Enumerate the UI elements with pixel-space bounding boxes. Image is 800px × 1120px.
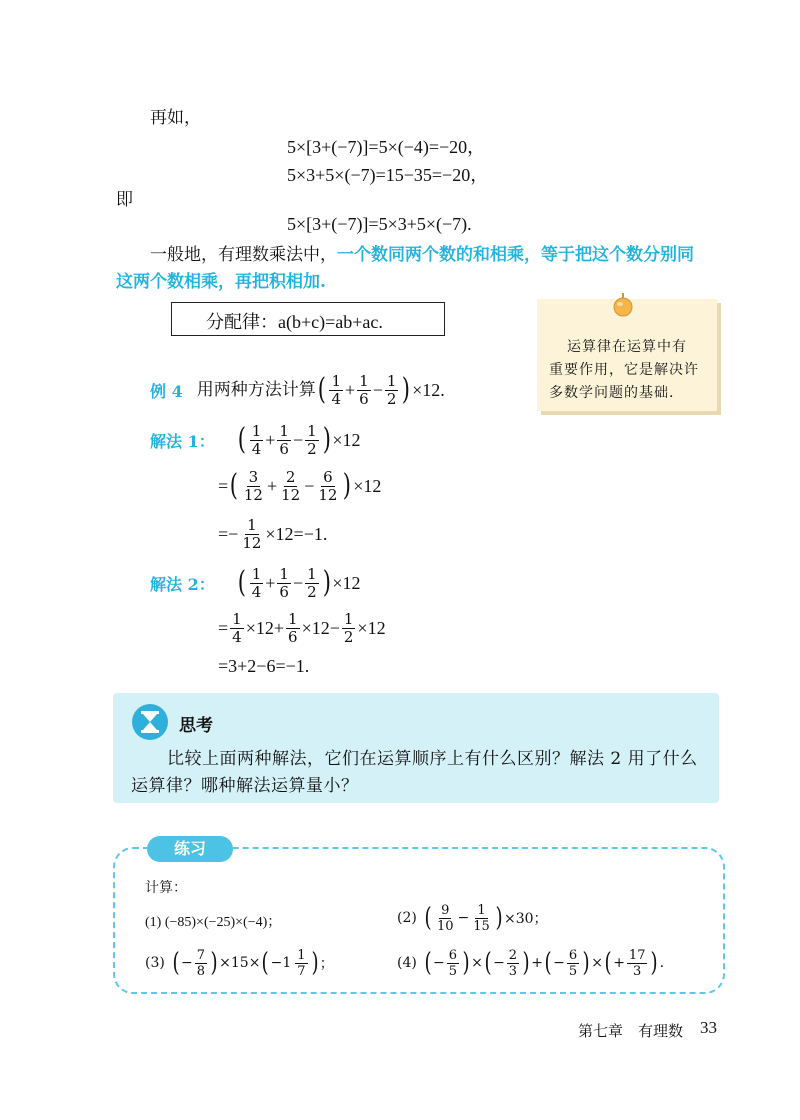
fraction: $\frac{1}{15}$	[473, 902, 490, 934]
example-4	[150, 372, 445, 408]
problem-2-label: (2)	[397, 910, 417, 926]
fraction: $\frac{17}{3}$	[628, 947, 646, 979]
fraction: $\frac{1}{6}$	[288, 609, 298, 646]
minus-sign: −	[553, 955, 565, 971]
problem-4-tail: .	[659, 955, 665, 971]
fraction: $\frac{2}{3}$	[508, 947, 518, 979]
fraction: $\frac{1}{2}$	[343, 609, 354, 646]
times-twelve: ×12	[332, 572, 361, 593]
exercise-tab: 练习	[147, 836, 233, 862]
fraction: $\frac{1}{2}$	[386, 371, 397, 408]
fraction: $\frac{3}{12}$	[243, 467, 263, 504]
problem-3: (3) ( − $\frac{7}{8}$ ) ×15× ( −1 $\frac{1}{7}$ ) ；	[145, 947, 334, 979]
rule-highlight-2: 这两个数相乘，再把积相加.	[116, 272, 326, 292]
equals-minus: =−	[218, 523, 239, 544]
fraction: $\frac{1}{2}$	[307, 564, 317, 601]
times-twelve: ×12.	[412, 379, 445, 400]
plus-sign: +	[613, 955, 625, 971]
problem-4-label: (4)	[397, 955, 417, 971]
distributive-law-box	[171, 302, 445, 336]
fraction: $\frac{1}{7}$	[297, 947, 306, 979]
think-line-2: 运算律？哪种解法运算量小？	[131, 776, 359, 796]
fraction: $\frac{7}{8}$	[196, 947, 206, 979]
method-1-line-3	[218, 514, 327, 554]
plus-sign: +	[266, 475, 278, 496]
fraction: $\frac{6}{5}$	[568, 947, 578, 979]
fraction: $\frac{1}{4}$	[251, 564, 262, 601]
think-line-1: 比较上面两种解法，它们在运算顺序上有什么区别？解法 2 用了什么	[167, 749, 698, 769]
think-box	[113, 693, 719, 803]
times-sign: ×	[471, 955, 483, 971]
example-text: 用两种方法计算	[196, 380, 316, 400]
fraction: $\frac{1}{6}$	[279, 564, 289, 601]
note-line-3: 多数学问题的基础.	[549, 385, 675, 401]
minus-sign: −	[433, 955, 445, 971]
close-paren: )	[402, 372, 411, 407]
fraction: $\frac{2}{12}$	[281, 467, 301, 504]
fraction: $\frac{6}{5}$	[448, 947, 458, 979]
problem-1: (1) (−85)×(−25)×(−4)；	[145, 915, 282, 930]
problem-4: (4) ( − $\frac{6}{5}$ ) × ( − $\frac{2}{3}$ ) + ( − $\frac{6}{5}$ ) × ( + $\frac{17}{3}$ ) .	[397, 947, 665, 979]
minus-sign: −	[493, 955, 505, 971]
fraction: $\frac{9}{10}$	[437, 902, 454, 934]
equation-1: 5×[3+(−7)]=5×(−4)=−20，	[287, 137, 486, 157]
fraction: $\frac{1}{4}$	[331, 371, 341, 408]
times-twelve: ×12	[353, 475, 382, 496]
note-line-2: 重要作用，它是解决许	[549, 362, 699, 378]
equation-2: 5×3+5×(−7)=15−35=−20，	[287, 165, 489, 185]
rule-prefix: 一般地，有理数乘法中，	[150, 245, 337, 265]
minus-sign: −	[304, 475, 315, 496]
method-1-line-2: = ( $\frac{3}{12}$ + $\frac{2}{12}$ − $\frac{6}{12}$ ) ×12	[218, 467, 382, 504]
think-title: 思考	[179, 716, 213, 736]
times-sign: ×	[591, 955, 604, 971]
problem-3-label: (3)	[145, 955, 165, 971]
problem-2: (2) ( $\frac{9}{10}$ − $\frac{1}{15}$ ) ×30；	[397, 902, 548, 934]
fraction: $\frac{6}{12}$	[318, 467, 338, 504]
intro-ji: 即	[116, 190, 133, 210]
minus-sign: −	[457, 910, 470, 926]
problem-3-tail: ；	[319, 956, 334, 972]
rule-highlight-1: 一个数同两个数的和相乘，等于把这个数分别同	[337, 245, 694, 265]
equals-sign: =	[218, 617, 229, 638]
example-label: 例 4	[150, 381, 183, 401]
exercise-intro: 计算：	[145, 880, 187, 896]
times-twelve-minus: ×12−	[301, 617, 340, 638]
times-twelve: ×12	[357, 617, 386, 638]
plus-sign: +	[531, 955, 543, 971]
fraction: $\frac{1}{4}$	[251, 421, 262, 458]
note-line-1: 运算律在运算中有	[567, 339, 687, 355]
fraction: $\frac{1}{2}$	[307, 421, 317, 458]
times-twelve-plus: ×12+	[245, 617, 285, 638]
minus-sign: −	[181, 955, 193, 971]
intro-zai-ru: 再如，	[150, 108, 201, 128]
method-2-label: 解法 2：	[150, 575, 215, 594]
method-2-line-1: ( $\frac{1}{4}$ + $\frac{1}{6}$ − $\frac{1}{2}$ ) ×12	[237, 564, 361, 601]
times-twelve: ×12	[332, 429, 361, 450]
plus-sign: +	[344, 379, 356, 400]
equals-sign: =	[218, 475, 229, 496]
fraction: $\frac{1}{6}$	[359, 371, 369, 408]
page-number: 33	[700, 1018, 717, 1037]
chapter-footer: 第七章 有理数	[578, 1022, 684, 1040]
minus-sign: −	[292, 429, 304, 450]
pin-icon	[609, 291, 637, 319]
equation-3: 5×[3+(−7)]=5×3+5×(−7).	[287, 214, 472, 234]
plus-sign: +	[265, 429, 276, 450]
open-paren: (	[317, 372, 326, 407]
minus-sign: −	[292, 572, 304, 593]
rule-line-1	[150, 243, 694, 267]
result-text: ×12=−1.	[265, 523, 328, 544]
distributive-law-text: 分配律：a(b+c)=ab+ac.	[206, 312, 383, 332]
problem-2-tail: ×30；	[503, 911, 548, 927]
method-2-line-3: =3+2−6=−1.	[218, 656, 310, 676]
method-1-line-1: ( $\frac{1}{4}$ + $\frac{1}{6}$ − $\frac{1}{2}$ ) ×12	[237, 421, 361, 458]
method-2-line-2	[218, 608, 386, 648]
fraction: $\frac{1}{4}$	[232, 609, 242, 646]
hourglass-icon	[131, 703, 169, 741]
mixed-whole: −1	[270, 955, 292, 971]
plus-sign: +	[265, 572, 276, 593]
side-note	[537, 299, 717, 411]
fraction: $\frac{1}{6}$	[279, 421, 289, 458]
fraction: $\frac{1}{12}$	[242, 515, 262, 552]
method-1-label: 解法 1：	[150, 432, 215, 451]
times-fifteen: ×15×	[219, 955, 261, 971]
minus-sign: −	[372, 379, 383, 400]
